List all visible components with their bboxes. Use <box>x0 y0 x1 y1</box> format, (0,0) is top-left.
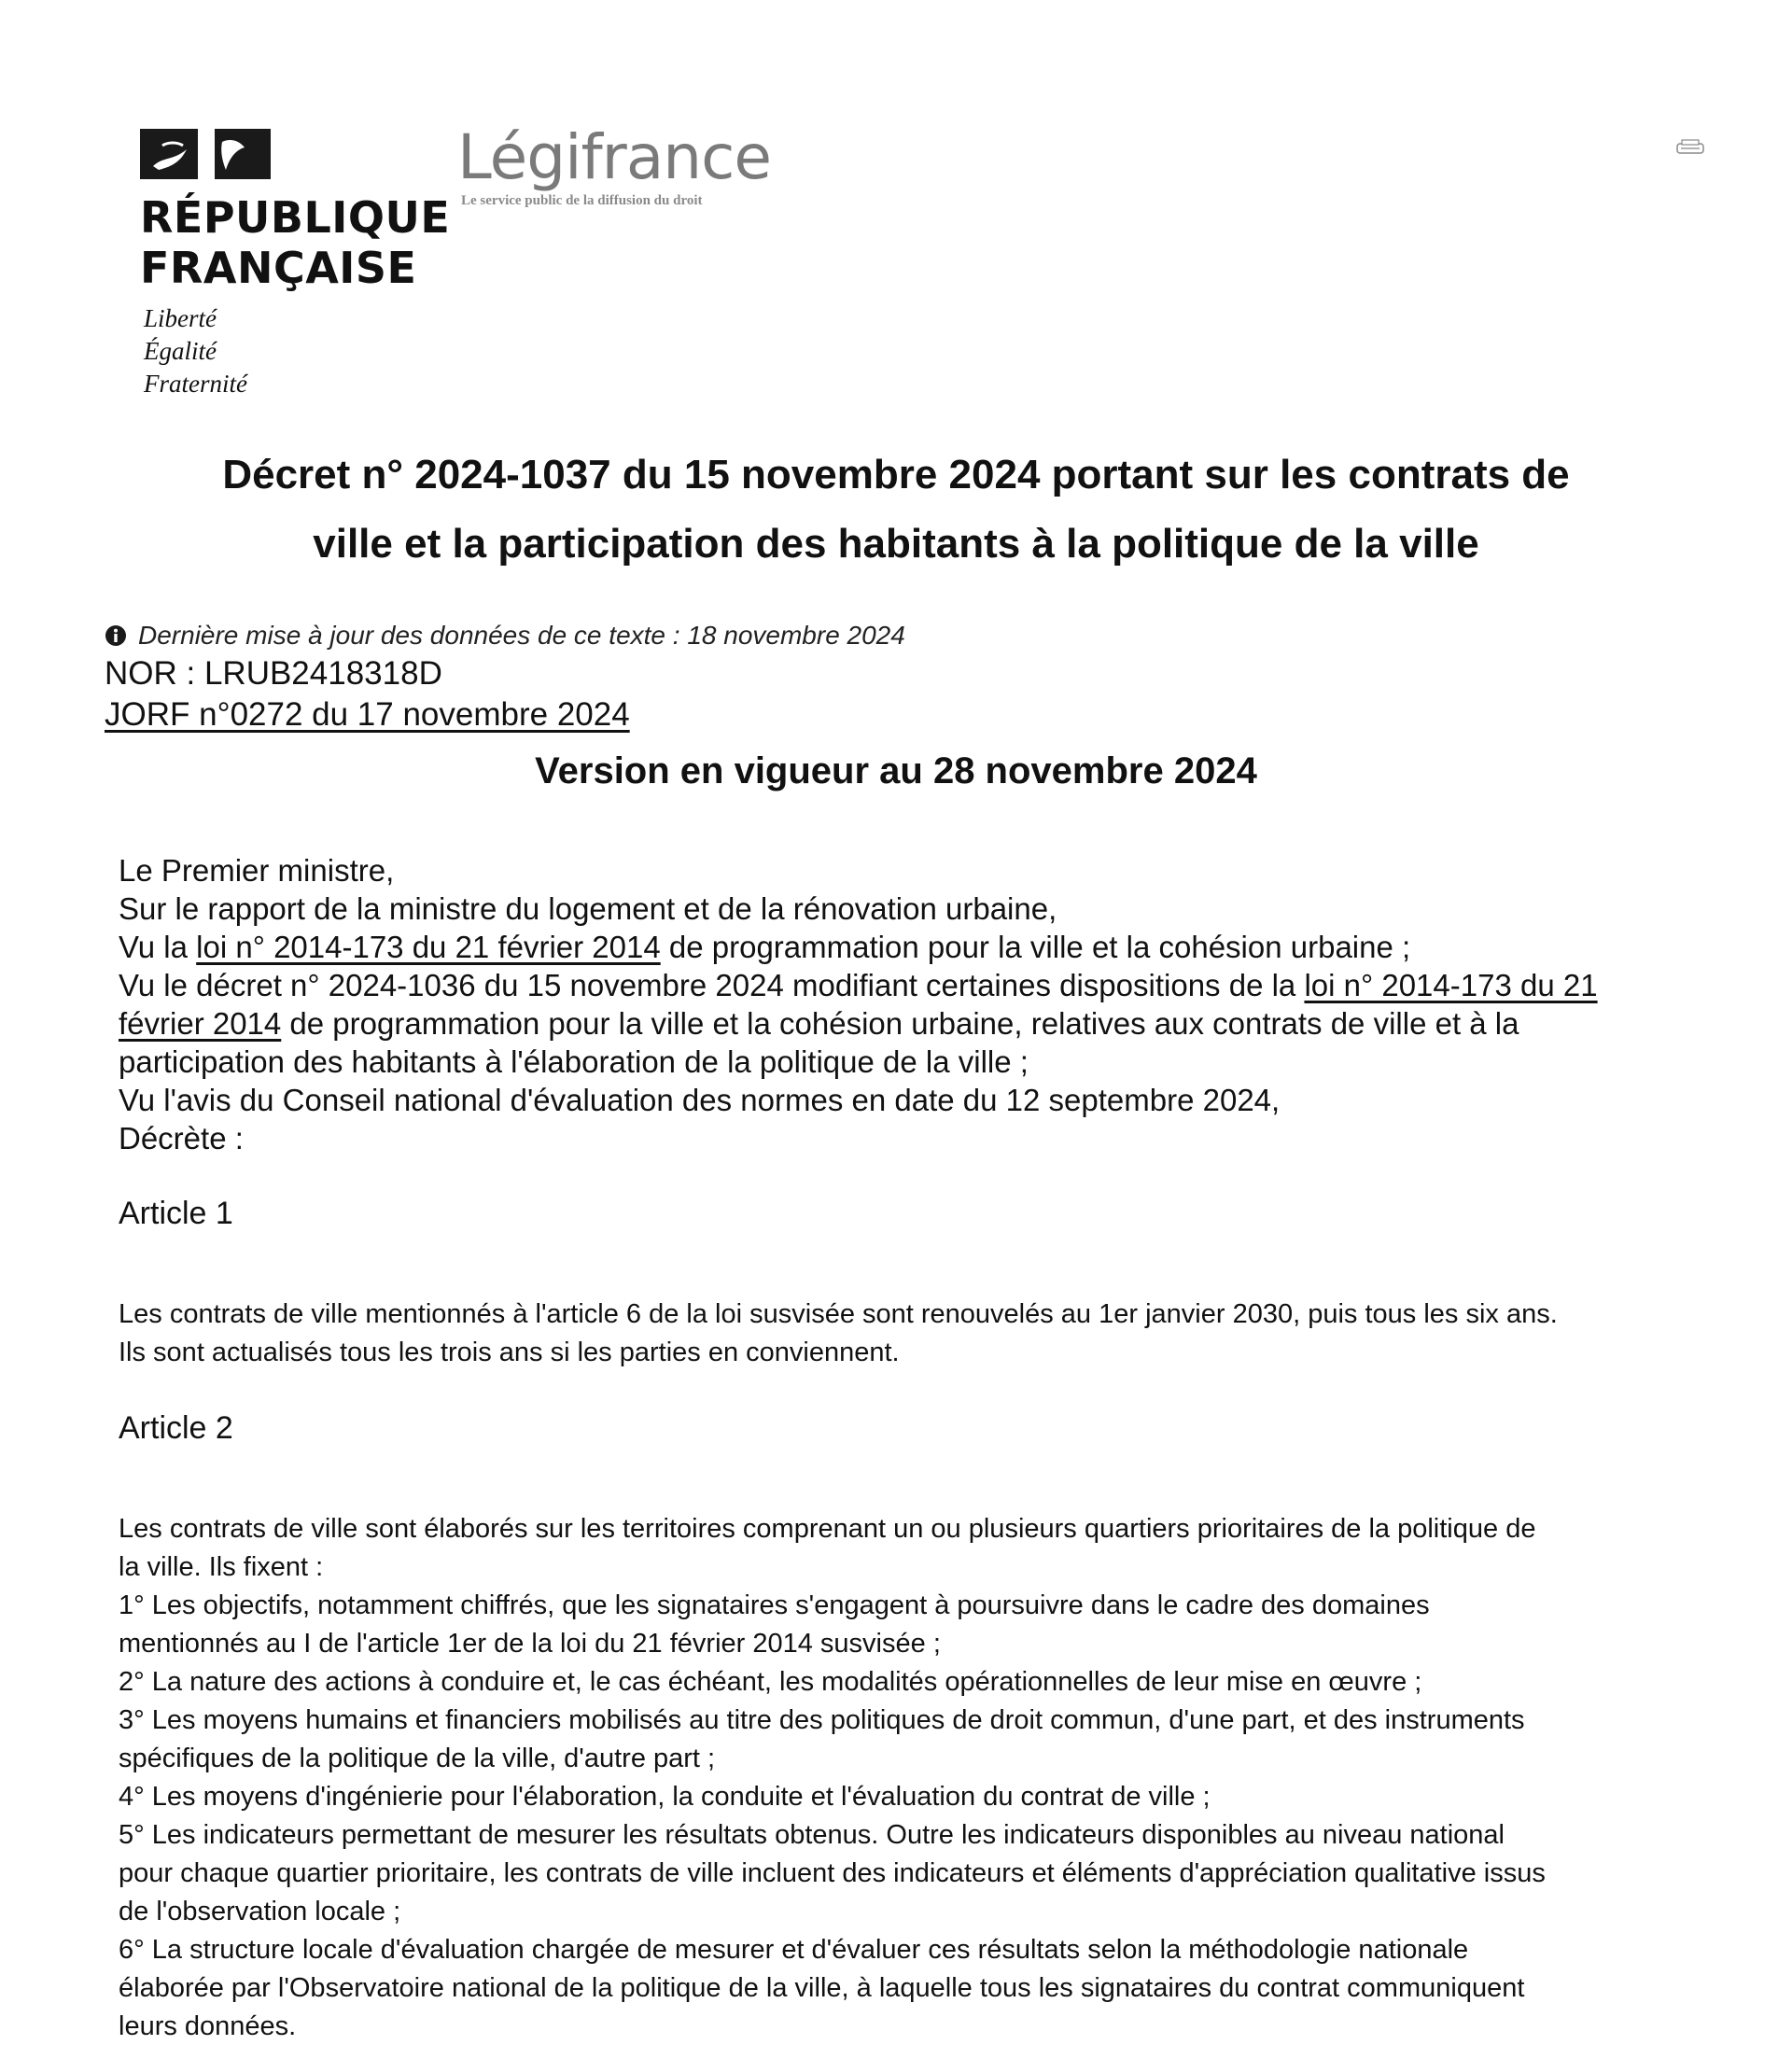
visa-line: Le Premier ministre, <box>119 853 395 888</box>
page-header <box>0 0 1792 411</box>
article-line: mentionnés au I de l'article 1er de la loi du 21 février 2014 susvisée ; <box>119 1629 941 1659</box>
loi-2014-173-link-2b[interactable]: février 2014 <box>119 1006 282 1041</box>
article-line: Les contrats de ville sont élaborés sur les territoires comprenant un ou plusieurs quartiers prioritaires de la politique de <box>119 1514 1536 1544</box>
version-in-force: Version en vigueur au 28 novembre 2024 <box>535 750 1257 791</box>
visa-line: Décrète : <box>119 1121 244 1156</box>
article-2 <box>119 1408 1705 2046</box>
article-body <box>119 1296 1705 1372</box>
article-line: 4° Les moyens d'ingénierie pour l'élaboration, la conduite et l'évaluation du contrat de ville ; <box>119 1782 1211 1812</box>
article-line: 2° La nature des actions à conduire et, le cas échéant, les modalités opérationnelles de leur mise en œuvre ; <box>119 1667 1422 1697</box>
article-line: 5° Les indicateurs permettant de mesurer les résultats obtenus. Outre les indicateurs disponibles au niveau national <box>119 1820 1505 1850</box>
article-line: 6° La structure locale d'évaluation chargée de mesurer et d'évaluer ces résultats selon la méthodologie nationale <box>119 1935 1469 1965</box>
article-title: Article 2 <box>119 1410 233 1446</box>
info-icon <box>105 624 127 647</box>
nor-reference: NOR : LRUB2418318D <box>105 655 442 692</box>
republique-francaise-wordmark: RÉPUBLIQUE FRANÇAISE <box>140 192 451 293</box>
article-line: de l'observation locale ; <box>119 1897 401 1926</box>
last-update-text: Dernière mise à jour des données de ce texte : 18 novembre 2024 <box>138 621 905 650</box>
visa-line: Sur le rapport de la ministre du logement et de la rénovation urbaine, <box>119 891 1057 926</box>
article-line: la ville. Ils fixent : <box>119 1552 324 1582</box>
visa-line: participation des habitants à l'élaboration de la politique de la ville ; <box>119 1044 1029 1079</box>
legifrance-wordmark: Légifrance <box>457 121 771 193</box>
visa-line: Vu l'avis du Conseil national d'évaluation des normes en date du 12 septembre 2024, <box>119 1083 1281 1117</box>
legifrance-logo[interactable] <box>457 121 831 209</box>
article-line: 3° Les moyens humains et financiers mobilisés au titre des politiques de droit commun, d'une part, et des instruments <box>119 1705 1525 1735</box>
article-line: leurs données. <box>119 2011 297 2041</box>
visas-section <box>119 851 1705 1157</box>
republic-motto: Liberté Égalité Fraternité <box>144 304 247 398</box>
last-update-notice <box>105 618 1691 653</box>
article-title: Article 1 <box>119 1196 233 1231</box>
visa-line: Vu le décret n° 2024-1036 du 15 novembre 2024 modifiant certaines dispositions de la loi n° 2014-173 du 21 <box>119 968 1598 1002</box>
article-line: Ils sont actualisés tous les trois ans si les parties en conviennent. <box>119 1338 900 1367</box>
jorf-link[interactable]: JORF n°0272 du 17 novembre 2024 <box>105 696 630 733</box>
article-line: spécifiques de la politique de la ville, d'autre part ; <box>119 1744 716 1773</box>
article-1 <box>119 1193 1705 1372</box>
marianne-icon <box>140 129 271 179</box>
article-line: pour chaque quartier prioritaire, les contrats de ville incluent des indicateurs et éléments d'appréciation qualitative issus <box>119 1858 1546 1888</box>
document-metadata <box>105 618 1691 735</box>
legifrance-tagline: Le service public de la diffusion du droit <box>461 193 703 208</box>
article-body <box>119 1510 1705 2046</box>
article-line: 1° Les objectifs, notamment chiffrés, que les signataires s'engagent à poursuivre dans le cadre des domaines <box>119 1590 1430 1620</box>
article-line: Les contrats de ville mentionnés à l'article 6 de la loi susvisée sont renouvelés au 1er janvier 2030, puis tous les six ans. <box>119 1299 1558 1329</box>
document-body <box>119 851 1705 2046</box>
document-title-line-1: Décret n° 2024-1037 du 15 novembre 2024 portant sur les contrats de <box>222 452 1570 497</box>
document-title-line-2: ville et la participation des habitants à la politique de la ville <box>313 521 1479 567</box>
loi-2014-173-link[interactable]: loi n° 2014-173 du 21 février 2014 <box>196 930 661 964</box>
document-title <box>121 441 1671 579</box>
visa-line: février 2014 de programmation pour la ville et la cohésion urbaine, relatives aux contrats de ville et à la <box>119 1006 1519 1041</box>
loi-2014-173-link-2a[interactable]: loi n° 2014-173 du 21 <box>1304 968 1598 1002</box>
visa-line: Vu la loi n° 2014-173 du 21 février 2014 de programmation pour la ville et la cohésion urbaine ; <box>119 930 1411 964</box>
print-icon[interactable] <box>1676 138 1704 157</box>
article-line: élaborée par l'Observatoire national de la politique de la ville, à laquelle tous les signataires du contrat communiquent <box>119 1973 1525 2003</box>
jorf-reference[interactable] <box>105 694 1691 735</box>
